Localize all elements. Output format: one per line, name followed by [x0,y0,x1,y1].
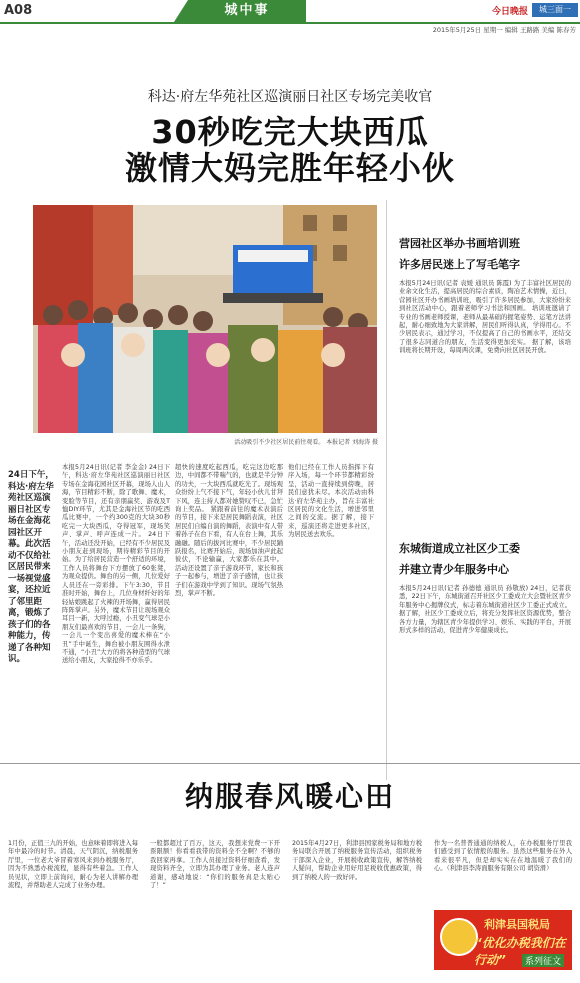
article-photo[interactable] [33,205,377,433]
bottom-column-1: 1月份，正值三九的开始，也意味着即将进入每年中最冷的时节。清晨，天气阴沉，纳税服务厅里，一位老大爷冒着寒风来到办税服务厅，因为不熟悉办税流程，显得有些着急。工作人员见状，立即上前询问，耐心为老人讲解办理流程，并帮助老人完成了业务办理。 [8,840,138,890]
bottom-column-2: 一般都超过了百万，这天，我想来党费一下开票限额！你看看我带的资料全不全啊？不够的我回家再拿。工作人员接过资料仔细查看，发现资料齐全，立即为其办理了业务。老人连声道谢，感动地说：“你们的服务真是太贴心了！” [150,840,280,890]
photo-caption: 活动吸引不少社区居民前往观看。 本报记者 刘海涛 摄 [234,439,378,446]
story2-body: 本报5月24日讯(记者 孙德德 通讯员 孙敬放) 24日，记者获悉，22日下午，东城街道召开社区少工委成立大会暨社区青少年服务中心揭牌仪式，标志着东城街道社区少工委正式成立。 据了解，社区少工委成立后，将充分发挥社区资源优势，整合各方力量，为辖区青少年提供学习、娱乐、实践的平台，开展形式多样的活动，促进青少年健康成长。 [399,585,571,635]
header-rule [0,22,580,24]
article-column-2: 超快的速度吃起西瓜，吃完这边吃那边，中间都不带喘气的，也就是半分钟的功夫，一大块西瓜就吃光了。现场观众纷纷上气不接下气，年轻小伙儿甘拜下风，连主持人都对她赞叹不已，急忙询上奖品。 紧跟着前往的魔术表演后的节目，接下来是居民舞蹈表演，社区居民们自编自演的舞蹈，表演中有人带着孙子在台下看，有人在台上舞，其乐融融。随后的拔河比赛中，不少居民踊跃报名，比赛开始后，现场加油声此起彼伏，不论输赢，大家都乐在其中。 活动还设置了亲子游戏环节，家长和孩子一起参与，增进了亲子感情，也让孩子们在游戏中学到了知识。现场气氛热烈，掌声不断。 [175,464,283,598]
edition-badge: 城三面一 [532,3,578,17]
banner-slogan: “优化办税我们在行动” [474,936,566,967]
section-divider [0,763,580,764]
article-column-3: 他们已经在工作人员指挥下有序入场，每一个环节都精彩纷呈，活动一直持续到傍晚，居民们意犹未尽。本次活动由科达·府左华苑主办，旨在丰富社区居民的文化生活，增进邻里之间的交流。据了解，接下来，巡演还将走进更多社区，为居民送去欢乐。 [288,464,374,539]
paper-logo: 今日晚报 [492,7,529,17]
dateline: 2015年5月25日 星期一 编辑 王路路 美编 陈春芳 [432,26,576,34]
bottom-column-3: 2015年4月27日，利津县国家税务局和地方税务局联合开展了纳税服务宣传活动，组织税务干部深入企业，开展税收政策宣传，解答纳税人疑问，帮助企业用好用足税收优惠政策，得到了纳税人的一致好评。 [292,840,422,881]
crowd-photo-illustration [33,205,377,433]
article-headline-1[interactable]: 30秒吃完大块西瓜 [151,113,429,151]
section-tab[interactable]: 城中事 [188,0,306,22]
page-number: A08 [4,3,33,18]
story2-headline-1[interactable]: 东城街道成立社区少工委 [399,542,520,555]
story1-headline-1[interactable]: 营园社区举办书画培训班 [399,237,520,250]
article-headline-2[interactable]: 激情大妈完胜年轻小伙 [124,149,455,187]
column-divider [386,200,387,780]
series-banner[interactable] [434,910,572,970]
banner-series-label: 系列征文 [522,954,564,967]
story2-headline-2[interactable]: 并建立青少年服务中心 [399,563,509,576]
article-lead: 24日下午，科达·府左华苑社区巡演丽日社区专场在金海花园社区开幕。此次活动不仅给社区居民带来一场视觉盛宴，还拉近了邻里距离，锻炼了孩子们的各种能力，传递了各种知识。 [8,470,54,664]
bottom-headline[interactable]: 纳服春风暖心田 [184,780,395,813]
tax-emblem-icon [440,918,478,956]
story1-headline-2[interactable]: 许多居民迷上了写毛笔字 [399,258,520,271]
bottom-column-4: 作为一名普普通通的纳税人，在办税服务厅里我们感受到了依情般的服务。虽然这些服务在外人看来很平凡，但是却实实在在地温暖了我们的心。（利津县李涛面服务有限公司 胡资滑） [434,840,572,873]
story1-body: 本报5月24日讯(记者 袁媛 通讯员 陈霞) 为了丰富社区居民的业余文化生活，提高居民的综合素质，陶冶艺术情操，近日，营园社区开办书画培训班，吸引了许多居民参加，大家纷纷来到社区活动中心，跟着老师学习书法和国画。 培训班邀请了专业的书画老师授课，老师从最基础的握笔姿势、运笔方法讲起，耐心细致地为大家讲解，居民们听得认真，学得用心。不少居民表示，通过学习，不仅提高了自己的书画水平，还结交了很多志同道合的朋友，生活变得更加充实。 据了解，该培训班将长期开设，每周两次课，免费向社区居民开放。 [399,280,571,355]
banner-org: 利津县国税局 [484,918,550,931]
article-column-1: 本报5月24日讯(记者 李金金) 24日下午，科达·府左华苑社区巡演丽日社区专场在金海花园社区开幕，现场人山人海，节目精彩不断，除了歌舞、魔术，变脸等节目，还有亲朋赢奖、游戏及T恤DIY环节，尤其是金海社区节的吃西瓜比赛中，一个约300克的大块30秒吃完一大块西瓜，夺得冠军，现场笑声、掌声、呼声连成一片。 24日下午，活动还没开始，已经有不少居民及小朋友赶到现场，期待精彩节目的开始。为了给居民营造一个舒适的环境，工作人员将舞台下方摆放了60张凳，为观众提供。舞台的另一侧，几位爱好人员还在一旁彩排。下午3:30，节目准时开始，舞台上，几位身材纤好的年轻姑娘跳起了火辣的开场舞，赢得居民阵阵掌声。另外，魔术节目让现场观众耳目一新，大呼过瘾，小丑变气球是小朋友们最喜欢的节目，一会儿一条狗，一会儿一个变出喜爱的魔术棒在“小丑”手中诞生，舞台被小朋友围得水泄不通，“小丑”大方的将各种造型的气球送给小朋友，大家抢得不亦乐乎。 [62,464,170,665]
article-kicker: 科达·府左华苑社区巡演丽日社区专场完美收官 [147,89,433,105]
